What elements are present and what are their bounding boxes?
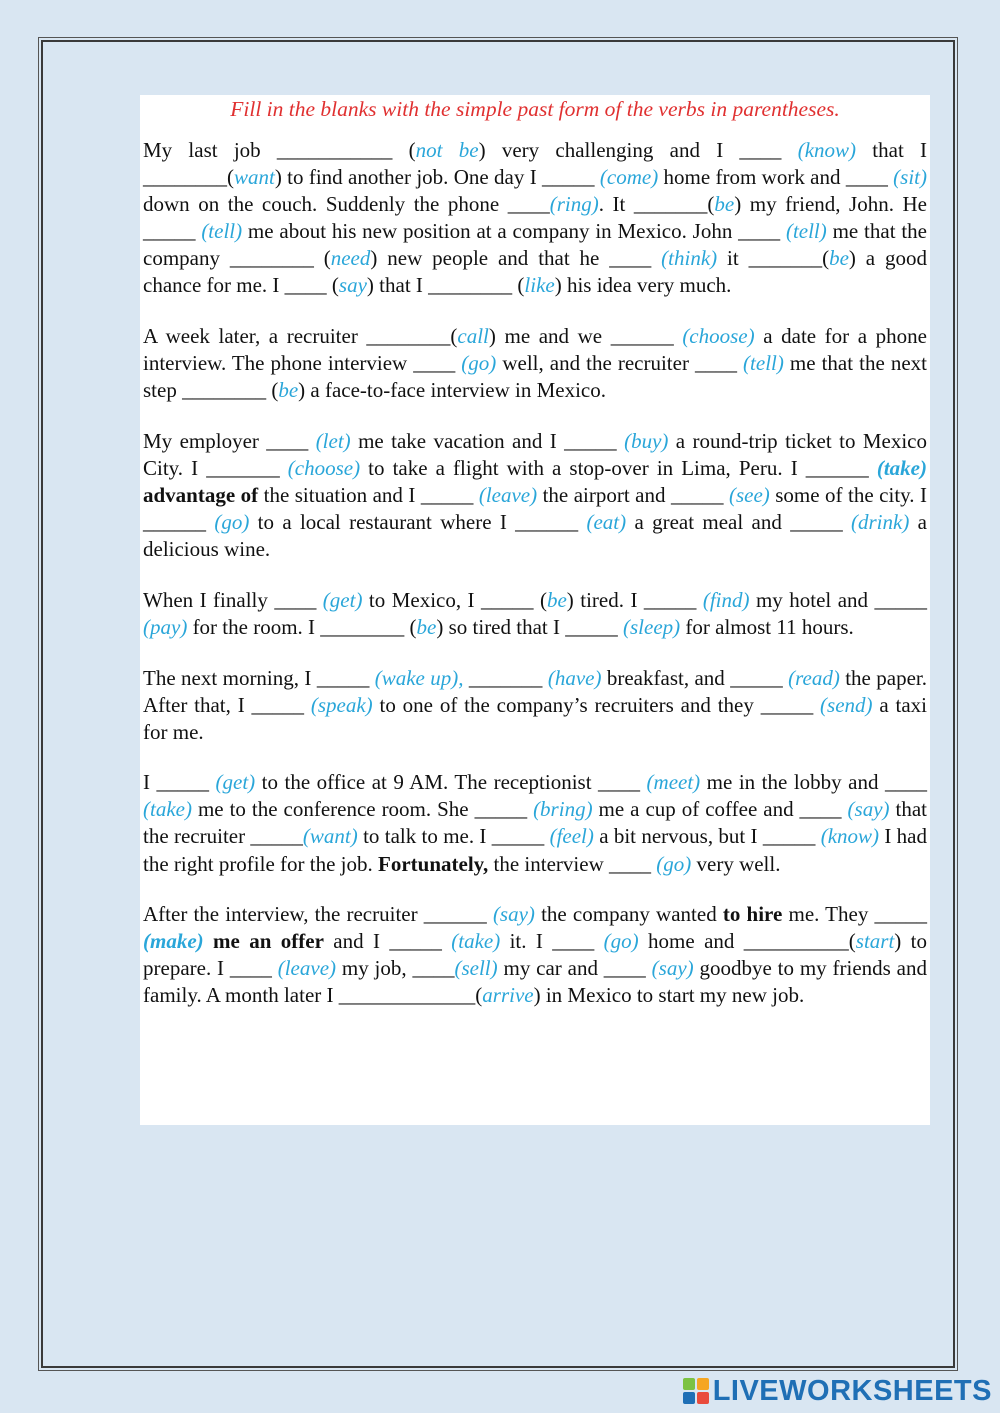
verb-hint: (go) [656, 851, 692, 876]
verb-hint: be [278, 378, 299, 403]
text-segment: and I _____ [323, 929, 452, 954]
text-segment: ) in Mexico to start my new job. [533, 983, 805, 1008]
verb-hint: (eat) [586, 510, 627, 535]
text-segment: ) to prepare. I ____ [143, 929, 927, 981]
text-segment: When I finally ____ [143, 587, 323, 612]
verb-hint: (choose) [287, 455, 361, 480]
text-segment: my hotel and _____ [749, 587, 927, 612]
verb-hint: (say) [492, 902, 535, 927]
text-segment: a taxi for me. [143, 692, 928, 744]
liveworksheets-logo[interactable] [683, 1373, 992, 1409]
text-segment: After the interview, the recruiter ______ [143, 902, 493, 927]
verb-hint: (drink) [851, 510, 910, 535]
verb-hint: like [524, 273, 555, 298]
text-segment: ) that I ________ ( [366, 273, 525, 298]
text-segment: that the recruiter _____ [143, 797, 927, 849]
text-segment: the interview ____ [488, 851, 657, 876]
verb-hint: (go) [214, 510, 250, 535]
text-segment: ) his idea very much. [554, 273, 732, 298]
text-segment: home from work and ____ [658, 165, 894, 190]
bold-text: advantage of [143, 483, 259, 508]
verb-hint: (tell) [743, 351, 784, 376]
text-segment: ) very challenging and I ____ [478, 138, 798, 162]
verb-hint: (send) [820, 692, 873, 717]
text-segment: ) so tired that I _____ [436, 614, 623, 639]
exercise-body [143, 137, 927, 1010]
verb-hint: need [330, 246, 371, 271]
verb-hint: (bring) [533, 797, 593, 822]
verb-hint: (wake up), [374, 665, 464, 690]
text-segment: the airport and _____ [537, 483, 729, 508]
text-segment: well, and the recruiter ____ [496, 351, 744, 376]
text-segment: some of the city. I ______ [143, 483, 928, 535]
paragraph-4 [143, 587, 927, 641]
verb-hint: (sell) [454, 956, 498, 981]
text-segment: me that the company ________ ( [143, 219, 927, 271]
logo-text: LIVEWORKSHEETS [712, 1374, 992, 1407]
text-segment: A week later, a recruiter ________( [143, 324, 458, 349]
text-segment: a great meal and _____ [626, 510, 852, 535]
verb-hint: be [714, 192, 735, 217]
verb-hint: (tell) [201, 219, 243, 244]
text-segment: a round-trip ticket to Mexico City. I _______ [143, 428, 927, 480]
text-segment: down on the couch. Suddenly the phone ____ [143, 192, 550, 217]
verb-hint: (get) [215, 770, 256, 795]
text-segment: ) a face-to-face interview in Mexico. [298, 378, 606, 403]
text-segment: to talk to me. I _____ [357, 824, 550, 849]
verb-hint: (sit) [893, 165, 927, 190]
verb-hint: be [829, 246, 849, 271]
text-segment: that I ________( [143, 138, 928, 190]
verb-hint: be [416, 614, 437, 639]
text-segment: for the room. I ________ ( [187, 614, 417, 639]
text-segment: the company wanted [534, 902, 723, 927]
text-segment: a delicious wine. [143, 510, 927, 562]
text-segment: it. I ____ [500, 929, 604, 954]
verb-hint: say [338, 273, 367, 298]
verb-hint: want [234, 165, 275, 190]
verb-hint: arrive [482, 983, 534, 1008]
text-segment: to Mexico, I _____ ( [362, 587, 547, 612]
paragraph-5 [143, 665, 927, 746]
verb-hint: (leave) [478, 483, 538, 508]
verb-hint: (make) [143, 929, 204, 954]
verb-hint: (choose) [682, 324, 755, 349]
verb-hint: (think) [661, 246, 718, 271]
verb-hint: (go) [603, 929, 639, 954]
verb-hint: (find) [702, 587, 750, 612]
paragraph-2 [143, 323, 927, 404]
verb-hint: (feel) [549, 824, 594, 849]
text-segment: ) me and we ______ [488, 324, 683, 349]
instruction-text: Fill in the blanks with the simple past form of the verbs in parentheses. [230, 97, 840, 121]
text-segment: to a local restaurant where I ______ [249, 510, 587, 535]
verb-hint: call [457, 324, 489, 349]
text-segment: home and __________( [638, 929, 856, 954]
verb-hint: (know) [820, 824, 880, 849]
text-segment: . It _______( [598, 192, 715, 217]
text-segment: My employer ____ [143, 428, 316, 453]
verb-hint: (take) [143, 797, 192, 822]
text-segment: me. They _____ [782, 902, 927, 927]
verb-hint: (read) [788, 665, 840, 690]
text-segment: a date for a phone interview. The phone interview ____ [143, 324, 927, 376]
liveworksheets-logo-icon [683, 1378, 709, 1404]
text-segment: goodbye to my friends and family. A month later I _____________( [143, 956, 927, 1008]
text-segment: very well. [691, 851, 781, 876]
verb-hint: (come) [599, 165, 659, 190]
verb-hint: (want) [302, 824, 358, 849]
verb-hint: (tell) [785, 219, 827, 244]
verb-hint: (let) [315, 428, 351, 453]
worksheet [140, 95, 930, 1125]
text-segment: My last job ___________ ( [143, 138, 416, 162]
text-segment: me that the next step ________ ( [143, 351, 927, 403]
paragraph-3 [143, 428, 927, 563]
verb-hint: (know) [797, 138, 857, 162]
text-segment: ) to find another job. One day I _____ [274, 165, 600, 190]
bold-text: me an offer [203, 929, 324, 954]
text-segment: me in the lobby and ____ [700, 770, 927, 795]
text-segment: my job, ____ [336, 956, 455, 981]
text-segment: The next morning, I _____ [143, 665, 375, 690]
text-segment: me about his new position at a company in Mexico. John ____ [242, 219, 786, 244]
text-segment: it _______( [717, 246, 830, 271]
verb-hint: (see) [728, 483, 770, 508]
paragraph-6 [143, 769, 927, 877]
verb-hint: not be [415, 138, 479, 162]
text-segment: ) tired. I _____ [566, 587, 703, 612]
text-segment: the paper. After that, I _____ [143, 665, 927, 717]
text-segment: to one of the company’s recruiters and they _____ [372, 692, 821, 717]
bold-text: Fortunately, [378, 851, 489, 876]
verb-hint: (go) [461, 351, 497, 376]
verb-hint: (get) [322, 587, 363, 612]
text-segment: ) my friend, John. He _____ [143, 192, 927, 244]
text-segment: me take vacation and I _____ [350, 428, 625, 453]
text-segment: a bit nervous, but I _____ [593, 824, 821, 849]
text-segment: _______ [463, 665, 548, 690]
verb-hint: (pay) [143, 614, 188, 639]
verb-hint: (sleep) [623, 614, 681, 639]
verb-hint: (speak) [310, 692, 373, 717]
verb-hint: (buy) [624, 428, 669, 453]
verb-hint: (have) [547, 665, 602, 690]
text-segment: I had the right profile for the job. [143, 824, 927, 876]
verb-hint: (say) [847, 797, 890, 822]
verb-hint: (ring) [549, 192, 599, 217]
text-segment: the situation and I _____ [258, 483, 479, 508]
text-segment: my car and ____ [497, 956, 652, 981]
verb-hint: start [855, 929, 895, 954]
verb-hint: (take) [876, 455, 927, 480]
verb-hint: be [546, 587, 567, 612]
text-segment: for almost 11 hours. [680, 614, 854, 639]
verb-hint: (meet) [646, 770, 701, 795]
verb-hint: (say) [651, 956, 694, 981]
text-segment: ) a good chance for me. I ____ ( [143, 246, 927, 298]
bold-text: to hire [722, 902, 783, 927]
text-segment: me a cup of coffee and ____ [592, 797, 848, 822]
text-segment: to take a flight with a stop-over in Lima, Peru. I ______ [360, 455, 877, 480]
text-segment: I _____ [143, 770, 216, 795]
paragraph-7 [143, 901, 927, 1009]
verb-hint: (take) [451, 929, 501, 954]
text-segment: to the office at 9 AM. The receptionist ____ [255, 770, 647, 795]
paragraph-1 [143, 137, 927, 300]
text-segment: me to the conference room. She _____ [191, 797, 534, 822]
verb-hint: (leave) [277, 956, 337, 981]
text-segment: breakfast, and _____ [601, 665, 789, 690]
text-segment: ) new people and that he ____ [370, 246, 662, 271]
